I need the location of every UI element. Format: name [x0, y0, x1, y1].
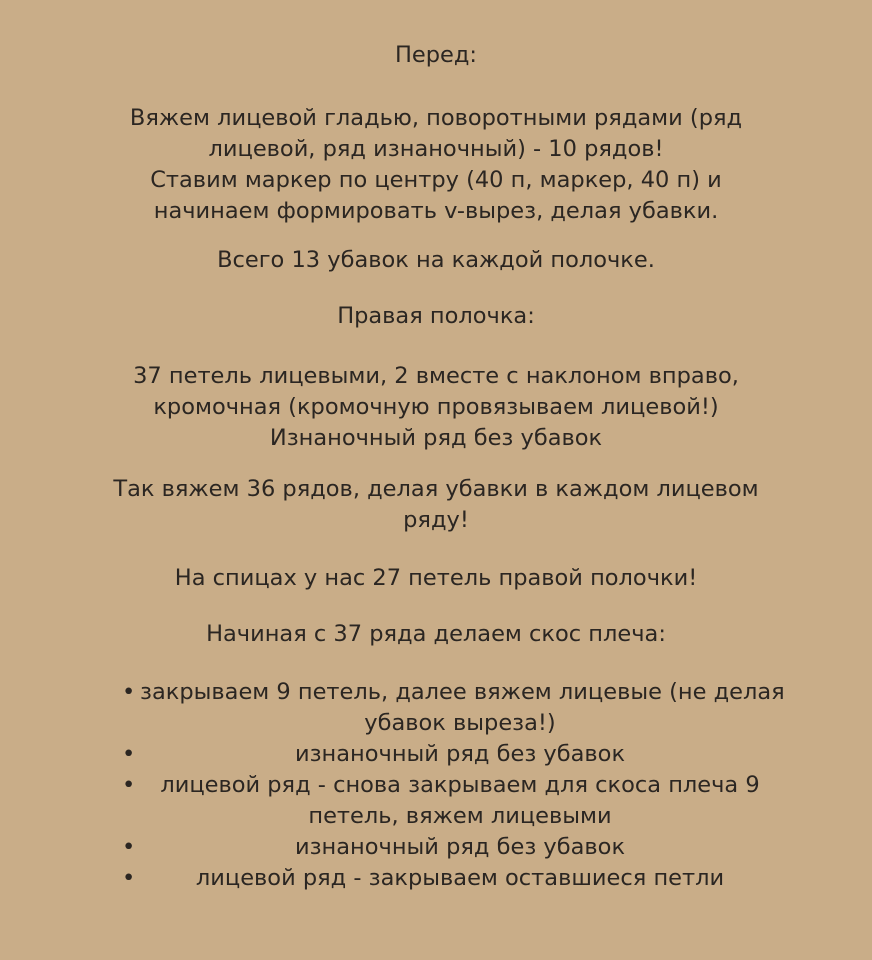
list-item — [0, 739, 872, 770]
bullet-icon: • — [122, 834, 136, 860]
list-item — [0, 863, 872, 894]
list-item-text: лицевой ряд - снова закрываем для скоса плеча 9 петель, вяжем лицевыми — [160, 772, 760, 829]
right-front-line: Изнаночный ряд без убавок — [269, 425, 603, 451]
bullet-icon: • — [122, 865, 136, 891]
right-front-line: 37 петель лицевыми, 2 вместе с наклоном вправо, — [133, 363, 739, 389]
shoulder-heading: Начиная с 37 ряда делаем скос плеча: — [206, 621, 666, 647]
list-item-text: изнаночный ряд без убавок — [294, 834, 626, 860]
bullet-icon: • — [122, 679, 136, 705]
intro-line: начинаем формировать v-вырез, делая убавки. — [153, 198, 719, 224]
list-item — [0, 832, 872, 863]
stitch-count-note: На спицах у нас 27 петель правой полочки! — [174, 565, 698, 591]
right-front-rows — [100, 361, 772, 454]
list-item — [0, 770, 872, 832]
intro-line: Вяжем лицевой гладью, поворотными рядами (ряд — [129, 105, 743, 131]
right-front-line: кромочная (кромочную провязываем лицевой!) — [153, 394, 719, 420]
repeat-line: ряду! — [403, 507, 469, 533]
repeat-line: Так вяжем 36 рядов, делая убавки в каждом лицевом — [113, 476, 759, 502]
list-item-text: лицевой ряд - закрываем оставшиеся петли — [195, 865, 725, 891]
bullet-icon: • — [122, 741, 136, 767]
intro-paragraph — [100, 103, 772, 227]
front-heading: Перед: — [394, 42, 478, 68]
shoulder-steps-list — [0, 677, 872, 894]
list-item-text: изнаночный ряд без убавок — [294, 741, 626, 767]
repeat-note — [100, 474, 772, 536]
intro-line: лицевой, ряд изнаночный) - 10 рядов! — [208, 136, 664, 162]
list-item — [0, 677, 872, 739]
intro-line: Ставим маркер по центру (40 п, маркер, 40 п) и — [150, 167, 722, 193]
list-item-text: закрываем 9 петель, далее вяжем лицевые (не делая убавок выреза!) — [140, 679, 785, 736]
right-front-heading: Правая полочка: — [337, 303, 535, 329]
bullet-icon: • — [122, 772, 136, 798]
total-decreases-note: Всего 13 убавок на каждой полочке. — [217, 247, 655, 273]
